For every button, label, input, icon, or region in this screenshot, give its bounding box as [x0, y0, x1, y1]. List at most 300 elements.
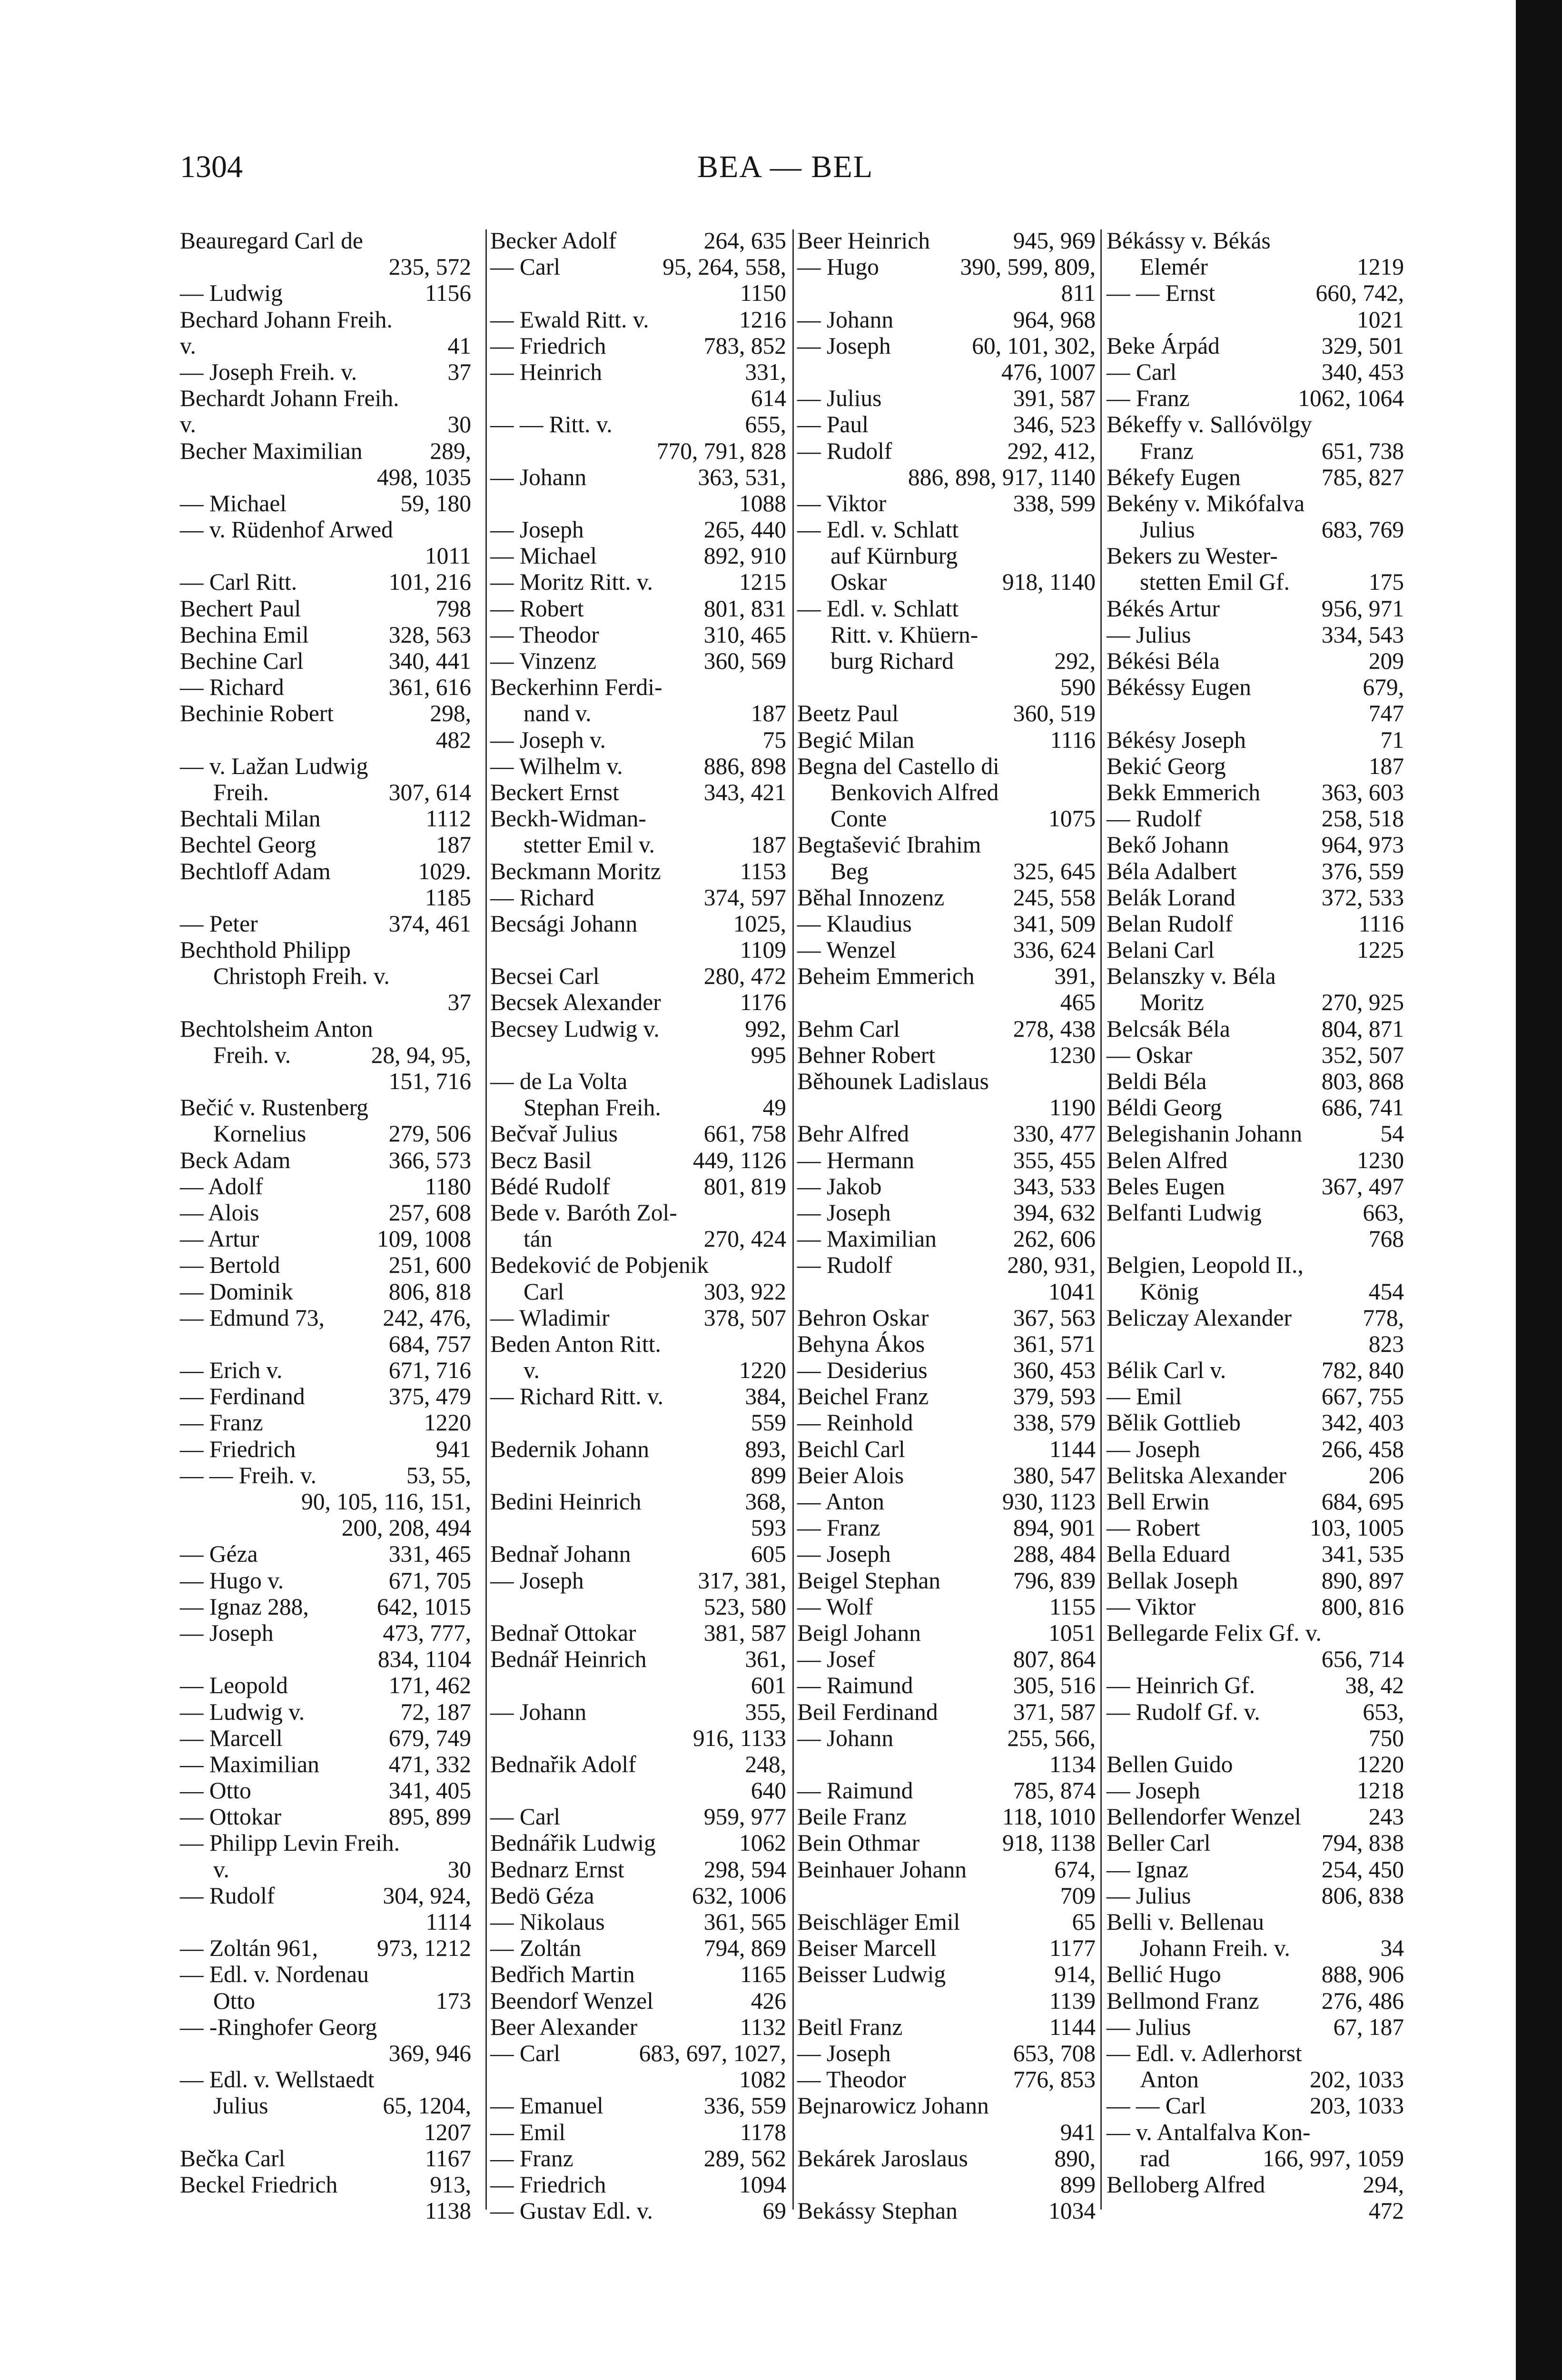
- entry-pages: 109, 1008: [377, 1226, 471, 1252]
- index-entry: [180, 1672, 471, 1698]
- index-entry: [180, 1068, 471, 1094]
- index-entry: [490, 858, 786, 884]
- entry-name: — Erich v.: [180, 1357, 283, 1384]
- index-entry: [1107, 805, 1404, 832]
- index-entry: [490, 753, 786, 779]
- index-entry: [1107, 622, 1404, 648]
- entry-name: Beigl Johann: [797, 1619, 921, 1646]
- entry-pages: 355, 455: [1013, 1147, 1096, 1173]
- index-entry: [797, 1409, 1096, 1436]
- entry-pages: 264, 635: [703, 228, 786, 254]
- index-entry: [1107, 516, 1404, 543]
- index-entry: [490, 2172, 786, 2198]
- entry-pages: 329, 501: [1321, 332, 1404, 359]
- entry-name: — Desiderius: [797, 1357, 928, 1384]
- index-entry: [490, 1725, 786, 1751]
- entry-name: Beetz Paul: [797, 700, 899, 727]
- entry-name: — — Ritt. v.: [490, 411, 613, 438]
- entry-name: — Franz: [1107, 385, 1190, 412]
- entry-name: Belák Lorand: [1107, 884, 1236, 911]
- entry-pages: 341, 509: [1013, 910, 1096, 937]
- entry-pages: 265, 440: [703, 516, 786, 543]
- index-entry: [180, 1383, 471, 1409]
- entry-name: Bellegarde Felix Gf. v.: [1107, 1619, 1322, 1646]
- entry-pages: 605: [751, 1541, 786, 1567]
- entry-name: v.: [524, 1357, 540, 1384]
- entry-pages: 257, 608: [388, 1199, 471, 1226]
- entry-name: Bellmond Franz: [1107, 1987, 1259, 2014]
- entry-name: — Joseph Freih. v.: [180, 358, 357, 385]
- entry-pages: 280, 472: [703, 963, 786, 990]
- entry-pages: 1220: [1357, 1751, 1404, 1777]
- entry-pages: 202, 1033: [1310, 2066, 1404, 2093]
- index-entry: [797, 937, 1096, 963]
- index-entry: [490, 1436, 786, 1462]
- entry-name: Bein Othmar: [797, 1830, 920, 1856]
- entry-name: Bedö Géza: [490, 1882, 594, 1909]
- entry-pages: 653, 708: [1013, 2040, 1096, 2066]
- entry-pages: 361, 571: [1013, 1330, 1096, 1357]
- index-entry: [490, 1830, 786, 1856]
- entry-pages: 262, 606: [1013, 1226, 1096, 1252]
- entry-pages: 661, 758: [703, 1121, 786, 1147]
- index-entry: [180, 1883, 471, 1909]
- entry-pages: 1134: [1049, 1751, 1096, 1777]
- entry-name: Belan Rudolf: [1107, 910, 1233, 937]
- entry-pages: 187: [751, 700, 786, 727]
- index-entry: [1107, 1620, 1404, 1646]
- entry-name: — Viktor: [1107, 1593, 1196, 1620]
- index-entry: [1107, 2198, 1404, 2224]
- entry-name: Beinhauer Johann: [797, 1856, 967, 1883]
- index-entry: [797, 1699, 1096, 1725]
- entry-pages: 69: [762, 2198, 786, 2224]
- entry-name: Bekő Johann: [1107, 832, 1229, 858]
- entry-pages: 806, 838: [1321, 1882, 1404, 1909]
- entry-pages: 1155: [1049, 1593, 1096, 1620]
- index-entry: [180, 1699, 471, 1725]
- entry-name: Beden Anton Ritt.: [490, 1330, 661, 1357]
- index-entry: [180, 2145, 471, 2172]
- entry-pages: 895, 899: [388, 1804, 471, 1830]
- index-entry: [1107, 2145, 1404, 2172]
- entry-pages: 352, 507: [1321, 1041, 1404, 1068]
- index-entry: [180, 1200, 471, 1226]
- index-entry: [797, 2145, 1096, 2172]
- entry-name: Bellić Hugo: [1107, 1961, 1221, 1988]
- index-entry: [490, 1646, 786, 1672]
- entry-name: — Richard: [490, 884, 594, 911]
- entry-pages: 367, 563: [1013, 1304, 1096, 1331]
- entry-name: Otto: [213, 1987, 256, 2014]
- entry-pages: 653,: [1363, 1698, 1404, 1725]
- index-entry: [1107, 1279, 1404, 1305]
- entry-pages: 593: [751, 1515, 786, 1541]
- index-entry: [797, 411, 1096, 437]
- entry-pages: 709: [1060, 1882, 1096, 1909]
- index-entry: [180, 2172, 471, 2198]
- entry-pages: 248,: [745, 1751, 786, 1777]
- entry-name: Christoph Freih. v.: [213, 963, 390, 990]
- entry-name: — Alois: [180, 1199, 259, 1226]
- index-entry: [490, 1515, 786, 1541]
- index-entry: [797, 1252, 1096, 1278]
- entry-pages: 1082: [739, 2066, 786, 2093]
- index-entry: [797, 1804, 1096, 1830]
- entry-pages: 394, 632: [1013, 1199, 1096, 1226]
- entry-pages: 886, 898, 917, 1140: [908, 464, 1096, 490]
- index-entry: [797, 832, 1096, 858]
- column-rule: [792, 229, 794, 2210]
- entry-pages: 187: [751, 832, 786, 858]
- entry-pages: 200, 208, 494: [341, 1515, 471, 1541]
- entry-pages: 151, 716: [388, 1068, 471, 1094]
- index-entry: [490, 1699, 786, 1725]
- index-entry: [490, 1331, 786, 1357]
- index-entry: [797, 2040, 1096, 2066]
- entry-name: Becsek Alexander: [490, 989, 661, 1016]
- index-entry: [180, 1226, 471, 1252]
- entry-pages: 317, 381,: [698, 1567, 786, 1594]
- entry-name: Behyna Ákos: [797, 1330, 925, 1357]
- entry-pages: 325, 645: [1013, 858, 1096, 884]
- index-entry: [180, 1909, 471, 1935]
- index-entry: [797, 1462, 1096, 1488]
- entry-name: auf Kürnburg: [830, 543, 958, 569]
- entry-name: Bedřich Martin: [490, 1961, 635, 1988]
- index-entry: [180, 884, 471, 911]
- entry-name: Bechine Carl: [180, 648, 304, 674]
- entry-name: — Raimund: [797, 1672, 913, 1699]
- entry-name: Bedini Heinrich: [490, 1488, 642, 1515]
- entry-pages: 482: [435, 726, 471, 753]
- entry-pages: 1220: [424, 1409, 471, 1436]
- entry-pages: 1116: [1050, 726, 1096, 753]
- entry-pages: 601: [751, 1672, 786, 1699]
- entry-name: Becsey Ludwig v.: [490, 1015, 660, 1042]
- entry-name: nand v.: [524, 700, 592, 727]
- entry-pages: 776, 853: [1013, 2066, 1096, 2093]
- index-entry: [490, 411, 786, 437]
- entry-name: Bekić Georg: [1107, 753, 1226, 779]
- column-rule: [1100, 229, 1102, 2210]
- entry-pages: 655,: [745, 411, 786, 438]
- entry-pages: 1132: [740, 2013, 786, 2040]
- entry-pages: 782, 840: [1321, 1357, 1404, 1384]
- entry-pages: 298,: [430, 700, 471, 727]
- entry-pages: 305, 516: [1013, 1672, 1096, 1699]
- index-entry: [1107, 1961, 1404, 1987]
- index-entry: [797, 911, 1096, 937]
- entry-name: Bednařik Adolf: [490, 1751, 636, 1777]
- entry-pages: 60, 101, 302,: [972, 332, 1096, 359]
- entry-pages: 384,: [745, 1383, 786, 1410]
- entry-pages: 330, 477: [1013, 1121, 1096, 1147]
- index-entry: [180, 1777, 471, 1804]
- index-entry: [797, 1988, 1096, 2014]
- entry-name: — Ewald Ritt. v.: [490, 306, 649, 333]
- entry-pages: 171, 462: [388, 1672, 471, 1699]
- entry-name: — Heinrich: [490, 358, 603, 385]
- entry-name: — Rudolf: [180, 1882, 275, 1909]
- entry-name: — Rudolf Gf. v.: [1107, 1698, 1260, 1725]
- entry-pages: 798: [435, 595, 471, 622]
- entry-name: — Josef: [797, 1646, 875, 1673]
- index-column-1: [180, 228, 471, 2224]
- entry-pages: 65: [1072, 1909, 1096, 1935]
- entry-name: Bechtel Georg: [180, 832, 316, 858]
- index-entry: [180, 333, 471, 359]
- entry-pages: 75: [762, 726, 786, 753]
- index-entry: [1107, 1541, 1404, 1567]
- index-entry: [180, 2066, 471, 2092]
- entry-pages: 338, 579: [1013, 1409, 1096, 1436]
- entry-name: Moritz: [1140, 989, 1204, 1016]
- entry-pages: 1153: [740, 858, 786, 884]
- index-entry: [1107, 832, 1404, 858]
- entry-name: Bekény v. Mikófalva: [1107, 490, 1305, 516]
- entry-pages: 251, 600: [388, 1252, 471, 1279]
- entry-name: — Emanuel: [490, 2092, 603, 2119]
- entry-name: Beichl Carl: [797, 1436, 905, 1462]
- entry-name: Becsági Johann: [490, 910, 638, 937]
- index-entry: [180, 516, 471, 543]
- index-entry: [797, 1305, 1096, 1331]
- index-entry: [797, 490, 1096, 516]
- index-entry: [490, 1305, 786, 1331]
- entry-name: — Ignaz 288,: [180, 1593, 309, 1620]
- entry-name: — Theodor: [490, 621, 599, 648]
- entry-name: — Géza: [180, 1541, 258, 1567]
- index-entry: [490, 490, 786, 516]
- index-entry: [1107, 1462, 1404, 1488]
- entry-pages: 1112: [425, 805, 471, 832]
- index-entry: [490, 228, 786, 254]
- entry-pages: 101, 216: [388, 569, 471, 595]
- entry-name: — Gustav Edl. v.: [490, 2198, 653, 2224]
- index-entry: [180, 700, 471, 726]
- index-entry: [490, 2198, 786, 2224]
- entry-pages: 656, 714: [1321, 1646, 1404, 1673]
- entry-pages: 913,: [430, 2171, 471, 2198]
- entry-name: Beckerhinn Ferdi-: [490, 674, 662, 701]
- entry-name: Běhounek Ladislaus: [797, 1068, 989, 1094]
- entry-name: — Joseph v.: [490, 726, 606, 753]
- index-entry: [1107, 911, 1404, 937]
- entry-pages: 671, 705: [388, 1567, 471, 1594]
- entry-pages: 1144: [1049, 1436, 1096, 1462]
- index-entry: [180, 648, 471, 674]
- index-entry: [490, 359, 786, 385]
- entry-pages: 796, 839: [1013, 1567, 1096, 1594]
- entry-name: Bečić v. Rustenberg: [180, 1094, 368, 1121]
- entry-name: Becsei Carl: [490, 963, 600, 990]
- entry-pages: 1114: [425, 1909, 471, 1935]
- index-entry: [490, 805, 786, 832]
- entry-pages: 794, 838: [1321, 1830, 1404, 1856]
- entry-pages: 53, 55,: [406, 1462, 471, 1488]
- index-entry: [490, 2092, 786, 2119]
- entry-name: — Theodor: [797, 2066, 906, 2093]
- entry-name: Bechardt Johann Freih.: [180, 385, 399, 412]
- entry-name: Bělik Gottlieb: [1107, 1409, 1241, 1436]
- entry-name: — Friedrich: [490, 332, 606, 359]
- index-entry: [1107, 1856, 1404, 1883]
- entry-pages: 778,: [1363, 1304, 1404, 1331]
- entry-name: — Bertold: [180, 1252, 280, 1279]
- entry-pages: 37: [447, 989, 471, 1016]
- index-entry: [490, 1383, 786, 1409]
- entry-name: Begtašević Ibrahim: [797, 832, 981, 858]
- entry-name: Beckmann Moritz: [490, 858, 661, 884]
- entry-pages: 245, 558: [1013, 884, 1096, 911]
- index-entry: [490, 595, 786, 622]
- index-entry: [180, 1646, 471, 1672]
- entry-pages: 806, 818: [388, 1278, 471, 1305]
- index-entry: [1107, 1173, 1404, 1200]
- entry-pages: 1029.: [418, 858, 471, 884]
- entry-pages: 640: [751, 1777, 786, 1804]
- entry-pages: 1218: [1357, 1777, 1404, 1804]
- index-entry: [1107, 1672, 1404, 1698]
- index-entry: [1107, 989, 1404, 1015]
- entry-name: Belanszky v. Béla: [1107, 963, 1276, 990]
- entry-pages: 342, 403: [1321, 1409, 1404, 1436]
- entry-pages: 243: [1368, 1804, 1404, 1830]
- index-entry: [797, 1541, 1096, 1567]
- index-entry: [797, 1935, 1096, 1961]
- index-entry: [1107, 228, 1404, 254]
- index-entry: [1107, 1383, 1404, 1409]
- entry-pages: 331, 465: [388, 1541, 471, 1567]
- index-entry: [797, 1909, 1096, 1935]
- index-entry: [797, 805, 1096, 832]
- entry-name: Beitl Franz: [797, 2013, 903, 2040]
- index-entry: [490, 307, 786, 333]
- index-entry: [490, 1883, 786, 1909]
- entry-name: Bekk Emmerich: [1107, 779, 1261, 805]
- index-entry: [1107, 1935, 1404, 1961]
- index-entry: [1107, 674, 1404, 700]
- index-entry: [1107, 280, 1404, 306]
- entry-name: Belen Alfred: [1107, 1147, 1228, 1173]
- entry-name: Békés Artur: [1107, 595, 1220, 622]
- entry-name: Kornelius: [213, 1121, 306, 1147]
- index-entry: [180, 622, 471, 648]
- index-entry: [797, 1620, 1096, 1646]
- entry-name: — Joseph: [490, 516, 584, 543]
- entry-name: Beles Eugen: [1107, 1173, 1225, 1200]
- index-entry: [490, 832, 786, 858]
- running-head: BEA — BEL: [697, 149, 874, 184]
- entry-name: Julius: [213, 2092, 268, 2119]
- entry-name: — Hermann: [797, 1147, 915, 1173]
- entry-name: Bellendorfer Wenzel: [1107, 1804, 1301, 1830]
- entry-pages: 992,: [745, 1015, 786, 1042]
- index-entry: [490, 648, 786, 674]
- index-entry: [490, 1488, 786, 1515]
- index-entry: [1107, 359, 1404, 385]
- entry-name: Bednař Johann: [490, 1541, 631, 1567]
- entry-pages: 472: [1368, 2198, 1404, 2224]
- index-entry: [1107, 1121, 1404, 1147]
- entry-name: tán: [524, 1226, 553, 1252]
- entry-name: Bechtloff Adam: [180, 858, 331, 884]
- entry-name: — Moritz Ritt. v.: [490, 569, 653, 595]
- index-entry: [1107, 1804, 1404, 1830]
- entry-pages: 1116: [1358, 910, 1404, 937]
- entry-pages: 307, 614: [388, 779, 471, 805]
- entry-name: Bechinie Robert: [180, 700, 334, 727]
- entry-name: — Edmund 73,: [180, 1304, 325, 1331]
- index-entry: [180, 543, 471, 569]
- index-entry: [490, 1777, 786, 1804]
- entry-pages: 175: [1368, 569, 1404, 595]
- entry-pages: 187: [435, 832, 471, 858]
- index-entry: [1107, 595, 1404, 622]
- index-entry: [1107, 1409, 1404, 1436]
- index-entry: [490, 727, 786, 753]
- index-entry: [1107, 1699, 1404, 1725]
- entry-name: Julius: [1140, 516, 1195, 543]
- entry-pages: 473, 777,: [383, 1619, 471, 1646]
- entry-pages: 376, 559: [1321, 858, 1404, 884]
- index-entry: [797, 2198, 1096, 2224]
- index-column-4: [1107, 228, 1404, 2224]
- index-entry: [1107, 1830, 1404, 1856]
- entry-pages: 768: [1368, 1226, 1404, 1252]
- entry-pages: 346, 523: [1013, 411, 1096, 438]
- index-entry: [1107, 1646, 1404, 1672]
- entry-pages: 72, 187: [400, 1698, 471, 1725]
- entry-name: Beier Alois: [797, 1462, 904, 1488]
- entry-name: — Emil: [490, 2119, 566, 2145]
- index-entry: [1107, 1988, 1404, 2014]
- index-entry: [180, 280, 471, 306]
- entry-pages: 1034: [1048, 2198, 1096, 2224]
- index-entry: [797, 1226, 1096, 1252]
- entry-pages: 390, 599, 809,: [960, 254, 1096, 280]
- index-entry: [797, 1331, 1096, 1357]
- index-entry: [490, 516, 786, 543]
- entry-pages: 785, 874: [1013, 1777, 1096, 1804]
- index-entry: [1107, 1909, 1404, 1935]
- entry-pages: 1185: [425, 884, 471, 911]
- entry-name: Beile Franz: [797, 1804, 907, 1830]
- index-entry: [180, 1541, 471, 1567]
- entry-name: Bechert Paul: [180, 595, 301, 622]
- index-entry: [797, 2014, 1096, 2040]
- entry-pages: 363, 603: [1321, 779, 1404, 805]
- entry-pages: 834, 1104: [377, 1646, 471, 1673]
- entry-name: Bednářik Ludwig: [490, 1830, 656, 1856]
- entry-pages: 203, 1033: [1310, 2092, 1404, 2119]
- entry-name: stetten Emil Gf.: [1140, 569, 1290, 595]
- index-entry: [797, 1777, 1096, 1804]
- index-entry: [797, 779, 1096, 805]
- index-entry: [797, 648, 1096, 674]
- index-entry: [797, 595, 1096, 622]
- entry-name: — Ignaz: [1107, 1856, 1188, 1883]
- index-entry: [180, 1436, 471, 1462]
- index-entry: [180, 1488, 471, 1515]
- entry-pages: 684, 757: [388, 1330, 471, 1357]
- entry-name: — Wenzel: [797, 937, 897, 963]
- index-entry: [1107, 2040, 1404, 2066]
- entry-name: — Michael: [180, 490, 287, 516]
- entry-pages: 298, 594: [703, 1856, 786, 1883]
- entry-name: Beauregard Carl de: [180, 228, 363, 254]
